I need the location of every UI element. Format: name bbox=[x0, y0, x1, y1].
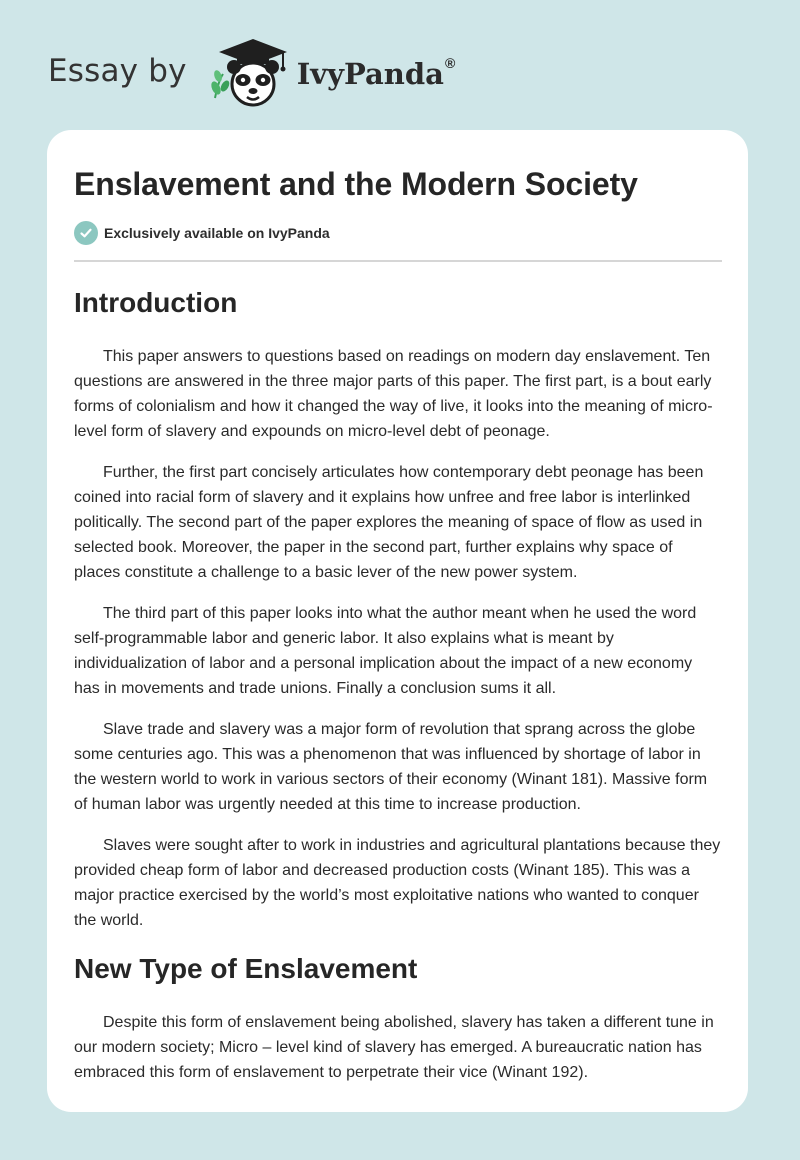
registered-mark: ® bbox=[444, 55, 456, 71]
paragraph: Further, the first part concisely articulates how contemporary debt peonage has been coined into racial form of slavery and it explains how unfree and free labor is interlinked politically. The second part of the paper explores the meaning of space of flow as used in selected book. Moreover, the paper in the second part, further explains why space of places constitute a challenge to a basic lever of the new power system. bbox=[74, 464, 704, 581]
section-body-introduction bbox=[74, 344, 722, 933]
brand-name[interactable]: IvyPanda® bbox=[296, 55, 456, 91]
essay-card bbox=[47, 130, 748, 1112]
section-heading-introduction: Introduction bbox=[74, 287, 238, 318]
section-heading-new-type: New Type of Enslavement bbox=[74, 953, 418, 984]
exclusive-badge-text: Exclusively available on IvyPanda bbox=[104, 225, 330, 241]
section-body-new-type bbox=[74, 1010, 722, 1085]
paragraph: This paper answers to questions based on readings on modern day enslavement. Ten questions are answered in the three major parts of this paper. The first part, is a bout early forms of colonialism and how it changed the way of live, it looks into the meaning of micro-level form of slavery and expounds on micro-level debt of peonage. bbox=[74, 348, 713, 440]
paragraph: Slaves were sought after to work in industries and agricultural plantations because they provided cheap form of labor and decreased production costs (Winant 185). This was a major practice exercised by the world’s most exploitative nations who wanted to conquer the world. bbox=[74, 837, 721, 929]
exclusive-badge bbox=[74, 221, 722, 245]
check-circle-icon bbox=[74, 221, 98, 245]
divider bbox=[74, 260, 722, 262]
essay-by-label: Essay by bbox=[48, 53, 187, 89]
page-title: Enslavement and the Modern Society bbox=[74, 166, 638, 202]
paragraph: Despite this form of enslavement being abolished, slavery has taken a different tune in our modern society; Micro – level kind of slavery has emerged. A bureaucratic nation has embraced this form of enslavement to perpetrate their vice (Winant 192). bbox=[74, 1014, 714, 1081]
paragraph: Slave trade and slavery was a major form of revolution that sprang across the globe some centuries ago. This was a phenomenon that was influenced by shortage of labor in the western world to work in various sectors of their economy (Winant 181). Massive form of human labor was urgently needed at this time to increase production. bbox=[74, 721, 708, 813]
site-header bbox=[48, 36, 455, 108]
panda-graduate-logo-icon[interactable] bbox=[203, 36, 293, 108]
paragraph: The third part of this paper looks into what the author meant when he used the word self-programmable labor and generic labor. It also explains what is meant by individualization of labor and a personal implication about the impact of a new economy has in movements and trade unions. Finally a conclusion sums it all. bbox=[74, 605, 697, 697]
